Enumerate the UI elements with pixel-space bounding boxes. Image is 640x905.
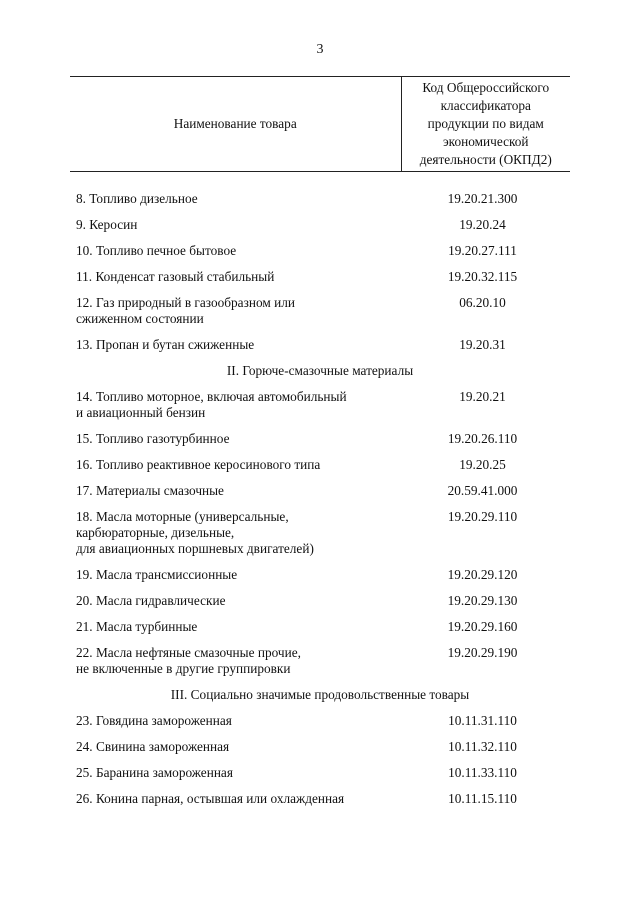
goods-name-line: 13. Пропан и бутан сжиженные bbox=[76, 337, 255, 352]
okpd2-code-cell: 19.20.29.130 bbox=[447, 593, 518, 608]
table-row bbox=[70, 426, 570, 452]
section-heading-row bbox=[70, 358, 570, 384]
goods-name-line: сжиженном состоянии bbox=[76, 311, 204, 326]
table-row bbox=[70, 614, 570, 640]
goods-name-cell bbox=[70, 614, 401, 640]
okpd2-code-cell: 20.59.41.000 bbox=[447, 483, 518, 498]
table-row bbox=[70, 332, 570, 358]
table-row bbox=[70, 588, 570, 614]
okpd2-code-cell: 19.20.29.190 bbox=[447, 645, 518, 660]
goods-name-line: 14. Топливо моторное, включая автомобильный bbox=[76, 389, 347, 404]
goods-name-line: 22. Масла нефтяные смазочные прочие, bbox=[76, 645, 301, 660]
table-header bbox=[70, 77, 570, 172]
goods-name-line: не включенные в другие группировки bbox=[76, 661, 291, 676]
goods-name-line: карбюраторные, дизельные, bbox=[76, 525, 235, 540]
table-row bbox=[70, 290, 570, 332]
goods-name-cell bbox=[70, 640, 401, 682]
okpd2-code-cell: 19.20.21 bbox=[459, 389, 506, 404]
goods-name-cell bbox=[70, 290, 401, 332]
column-header-name: Наименование товара bbox=[70, 77, 401, 172]
goods-name-cell bbox=[70, 384, 401, 426]
okpd2-code-cell: 19.20.27.111 bbox=[448, 243, 517, 258]
table-row bbox=[70, 384, 570, 426]
table-row bbox=[70, 760, 570, 786]
goods-name-line: 17. Материалы смазочные bbox=[76, 483, 224, 498]
goods-name-line: 26. Конина парная, остывшая или охлажденная bbox=[76, 791, 345, 806]
goods-name-line: 10. Топливо печное бытовое bbox=[76, 243, 237, 258]
okpd2-code-cell: 19.20.29.120 bbox=[447, 567, 518, 582]
table-row bbox=[70, 478, 570, 504]
goods-name-line: 23. Говядина замороженная bbox=[76, 713, 232, 728]
goods-name-line: 16. Топливо реактивное керосинового типа bbox=[76, 457, 321, 472]
goods-name-cell bbox=[70, 760, 401, 786]
section-title: III. Социально значимые продовольственные товары bbox=[170, 687, 470, 702]
okpd2-code-cell: 19.20.26.110 bbox=[447, 431, 518, 446]
column-header-code-line: классификатора bbox=[440, 98, 531, 113]
goods-name-cell bbox=[70, 264, 401, 290]
goods-name-line: 21. Масла турбинные bbox=[76, 619, 198, 634]
goods-name-cell bbox=[70, 588, 401, 614]
goods-name-cell bbox=[70, 212, 401, 238]
okpd2-code-cell: 10.11.33.110 bbox=[448, 765, 517, 780]
goods-name-cell bbox=[70, 332, 401, 358]
goods-name-line: 8. Топливо дизельное bbox=[76, 191, 198, 206]
okpd2-code-cell: 10.11.31.110 bbox=[448, 713, 517, 728]
goods-name-line: 25. Баранина замороженная bbox=[76, 765, 233, 780]
table-row bbox=[70, 264, 570, 290]
goods-table bbox=[70, 76, 570, 812]
goods-name-cell bbox=[70, 734, 401, 760]
goods-name-cell bbox=[70, 786, 401, 812]
table-row bbox=[70, 786, 570, 812]
table-row bbox=[70, 186, 570, 212]
column-header-code-line: экономической bbox=[442, 134, 529, 149]
goods-name-cell bbox=[70, 452, 401, 478]
goods-name-line: 9. Керосин bbox=[76, 217, 138, 232]
table-row bbox=[70, 212, 570, 238]
table-row bbox=[70, 734, 570, 760]
column-header-code-line: деятельности (ОКПД2) bbox=[419, 152, 552, 167]
page-number: 3 bbox=[316, 42, 324, 57]
goods-name-line: 18. Масла моторные (универсальные, bbox=[76, 509, 289, 524]
column-header-code-line: Код Общероссийского bbox=[422, 80, 550, 95]
okpd2-code-cell: 19.20.31 bbox=[459, 337, 506, 352]
goods-name-cell bbox=[70, 708, 401, 734]
okpd2-code-cell: 19.20.24 bbox=[459, 217, 506, 232]
goods-name-cell bbox=[70, 562, 401, 588]
column-header-code-line: продукции по видам bbox=[427, 116, 544, 131]
okpd2-code-cell: 19.20.25 bbox=[459, 457, 506, 472]
goods-name-line: 15. Топливо газотурбинное bbox=[76, 431, 230, 446]
goods-name-cell bbox=[70, 186, 401, 212]
table-row bbox=[70, 708, 570, 734]
goods-name-line: 11. Конденсат газовый стабильный bbox=[76, 269, 275, 284]
okpd2-code-cell: 19.20.29.160 bbox=[447, 619, 518, 634]
goods-name-line: для авиационных поршневых двигателей) bbox=[76, 541, 314, 556]
column-header-code bbox=[401, 77, 570, 172]
goods-name-cell bbox=[70, 238, 401, 264]
okpd2-code-cell: 06.20.10 bbox=[459, 295, 506, 310]
goods-name-line: 24. Свинина замороженная bbox=[76, 739, 230, 754]
section-heading-row bbox=[70, 682, 570, 708]
goods-name-line: 20. Масла гидравлические bbox=[76, 593, 226, 608]
okpd2-code-cell: 19.20.29.110 bbox=[447, 509, 518, 524]
okpd2-code-cell: 19.20.32.115 bbox=[447, 269, 518, 284]
goods-name-cell bbox=[70, 478, 401, 504]
okpd2-code-cell: 19.20.21.300 bbox=[447, 191, 518, 206]
goods-name-line: 19. Масла трансмиссионные bbox=[76, 567, 238, 582]
table-row bbox=[70, 504, 570, 562]
table-row bbox=[70, 452, 570, 478]
goods-name-cell bbox=[70, 504, 401, 562]
table-body bbox=[70, 172, 570, 813]
goods-name-cell bbox=[70, 426, 401, 452]
okpd2-code-cell: 10.11.32.110 bbox=[448, 739, 517, 754]
goods-name-line: и авиационный бензин bbox=[76, 405, 206, 420]
table-row bbox=[70, 238, 570, 264]
table-row bbox=[70, 562, 570, 588]
goods-name-line: 12. Газ природный в газообразном или bbox=[76, 295, 295, 310]
table-row bbox=[70, 640, 570, 682]
okpd2-code-cell: 10.11.15.110 bbox=[448, 791, 517, 806]
section-title: II. Горюче-смазочные материалы bbox=[226, 363, 414, 378]
